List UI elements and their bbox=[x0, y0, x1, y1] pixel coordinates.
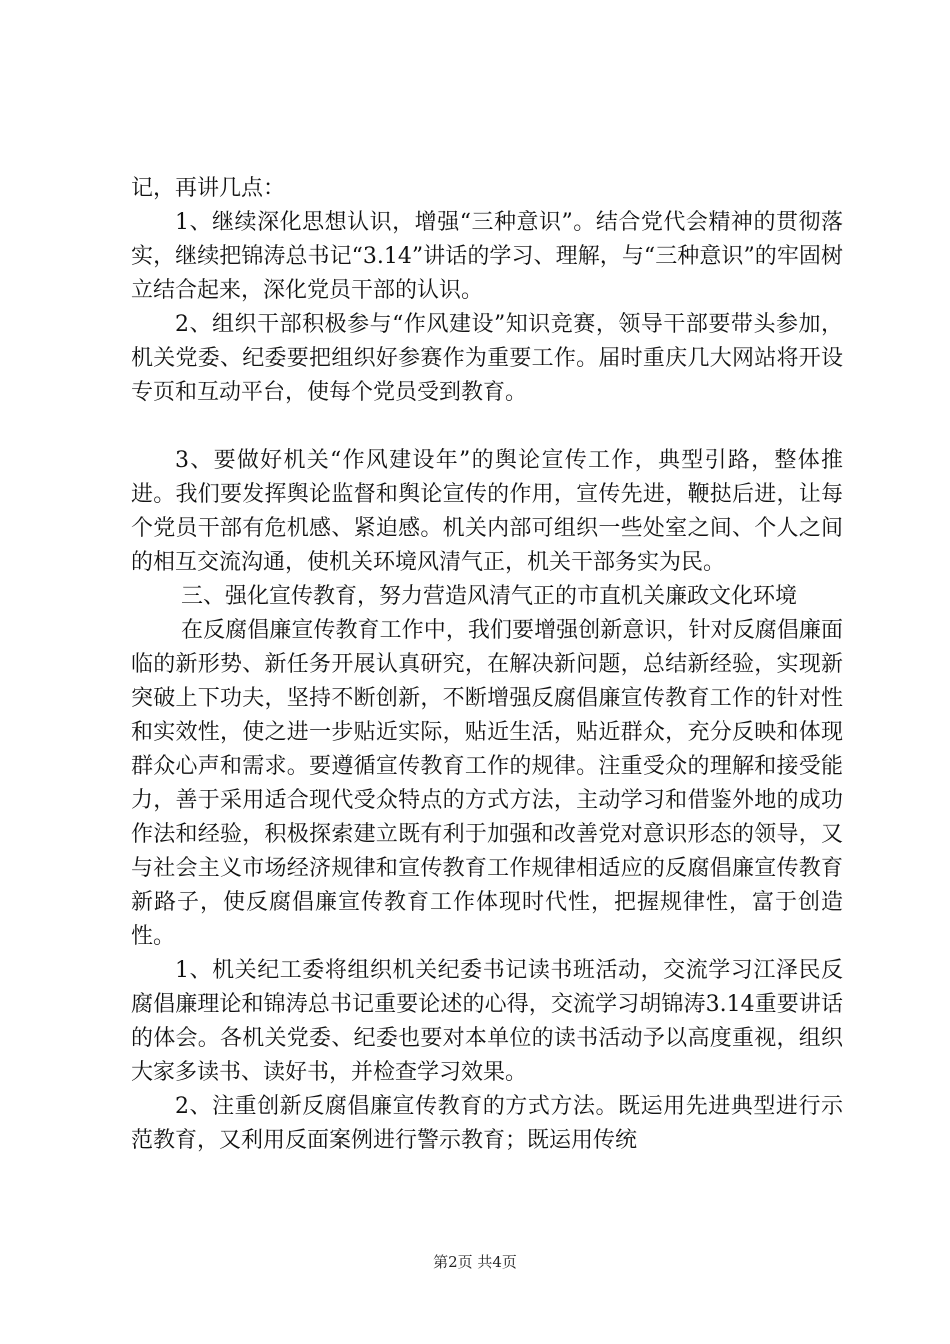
paragraph-subitem-2: 2、注重创新反腐倡廉宣传教育的方式方法。既运用先进典型进行示范教育，又利用反面案例进行警示教育；既运用传统 bbox=[131, 1094, 843, 1153]
paragraph-item-2: 2、组织干部积极参与“作风建设”知识竞赛，领导干部要带头参加，机关党委、纪委要把组织好参赛作为重要工作。届时重庆几大网站将开设专页和互动平台，使每个党员受到教育。 bbox=[131, 312, 843, 405]
section-heading-3: 三、强化宣传教育，努力营造风清气正的市直机关廉政文化环境 bbox=[181, 584, 798, 609]
page-number-footer: 第2页 共4页 bbox=[433, 1253, 517, 1271]
paragraph-continuation: 记，再讲几点： bbox=[131, 176, 286, 201]
paragraph-subitem-1: 1、机关纪工委将组织机关纪委书记读书班活动，交流学习江泽民反腐倡廉理论和锦涛总书记重要论述的心得，交流学习胡锦涛3.14重要讲话的体会。各机关党委、纪委也要对本单位的读书活动予以高度重视，组织大家多读书、读好书，并检查学习效果。 bbox=[131, 958, 843, 1085]
paragraph-item-3: 3、要做好机关“作风建设年”的舆论宣传工作，典型引路，整体推进。我们要发挥舆论监督和舆论宣传的作用，宣传先进，鞭挞后进，让每个党员干部有危机感、紧迫感。机关内部可组织一些处室之间、个人之间的相互交流沟通，使机关环境风清气正，机关干部务实为民。 bbox=[131, 448, 843, 575]
paragraph-item-1: 1、继续深化思想认识，增强“三种意识”。结合党代会精神的贯彻落实，继续把锦涛总书记“3.14”讲话的学习、理解，与“三种意识”的牢固树立结合起来，深化党员干部的认识。 bbox=[131, 210, 843, 303]
paragraph-spacer bbox=[131, 410, 843, 444]
body-text bbox=[131, 172, 843, 1158]
paragraph-section-body: 在反腐倡廉宣传教育工作中，我们要增强创新意识，针对反腐倡廉面临的新形势、新任务开展认真研究，在解决新问题，总结新经验，实现新突破上下功夫，坚持不断创新，不断增强反腐倡廉宣传教育工作的针对性和实效性，使之进一步贴近实际，贴近生活，贴近群众，充分反映和体现群众心声和需求。要遵循宣传教育工作的规律。注重受众的理解和接受能力，善于采用适合现代受众特点的方式方法，主动学习和借鉴外地的成功作法和经验，积极探索建立既有利于加强和改善党对意识形态的领导，又与社会主义市场经济规律和宣传教育工作规律相适应的反腐倡廉宣传教育新路子，使反腐倡廉宣传教育工作体现时代性，把握规律性，富于创造性。 bbox=[131, 618, 843, 949]
